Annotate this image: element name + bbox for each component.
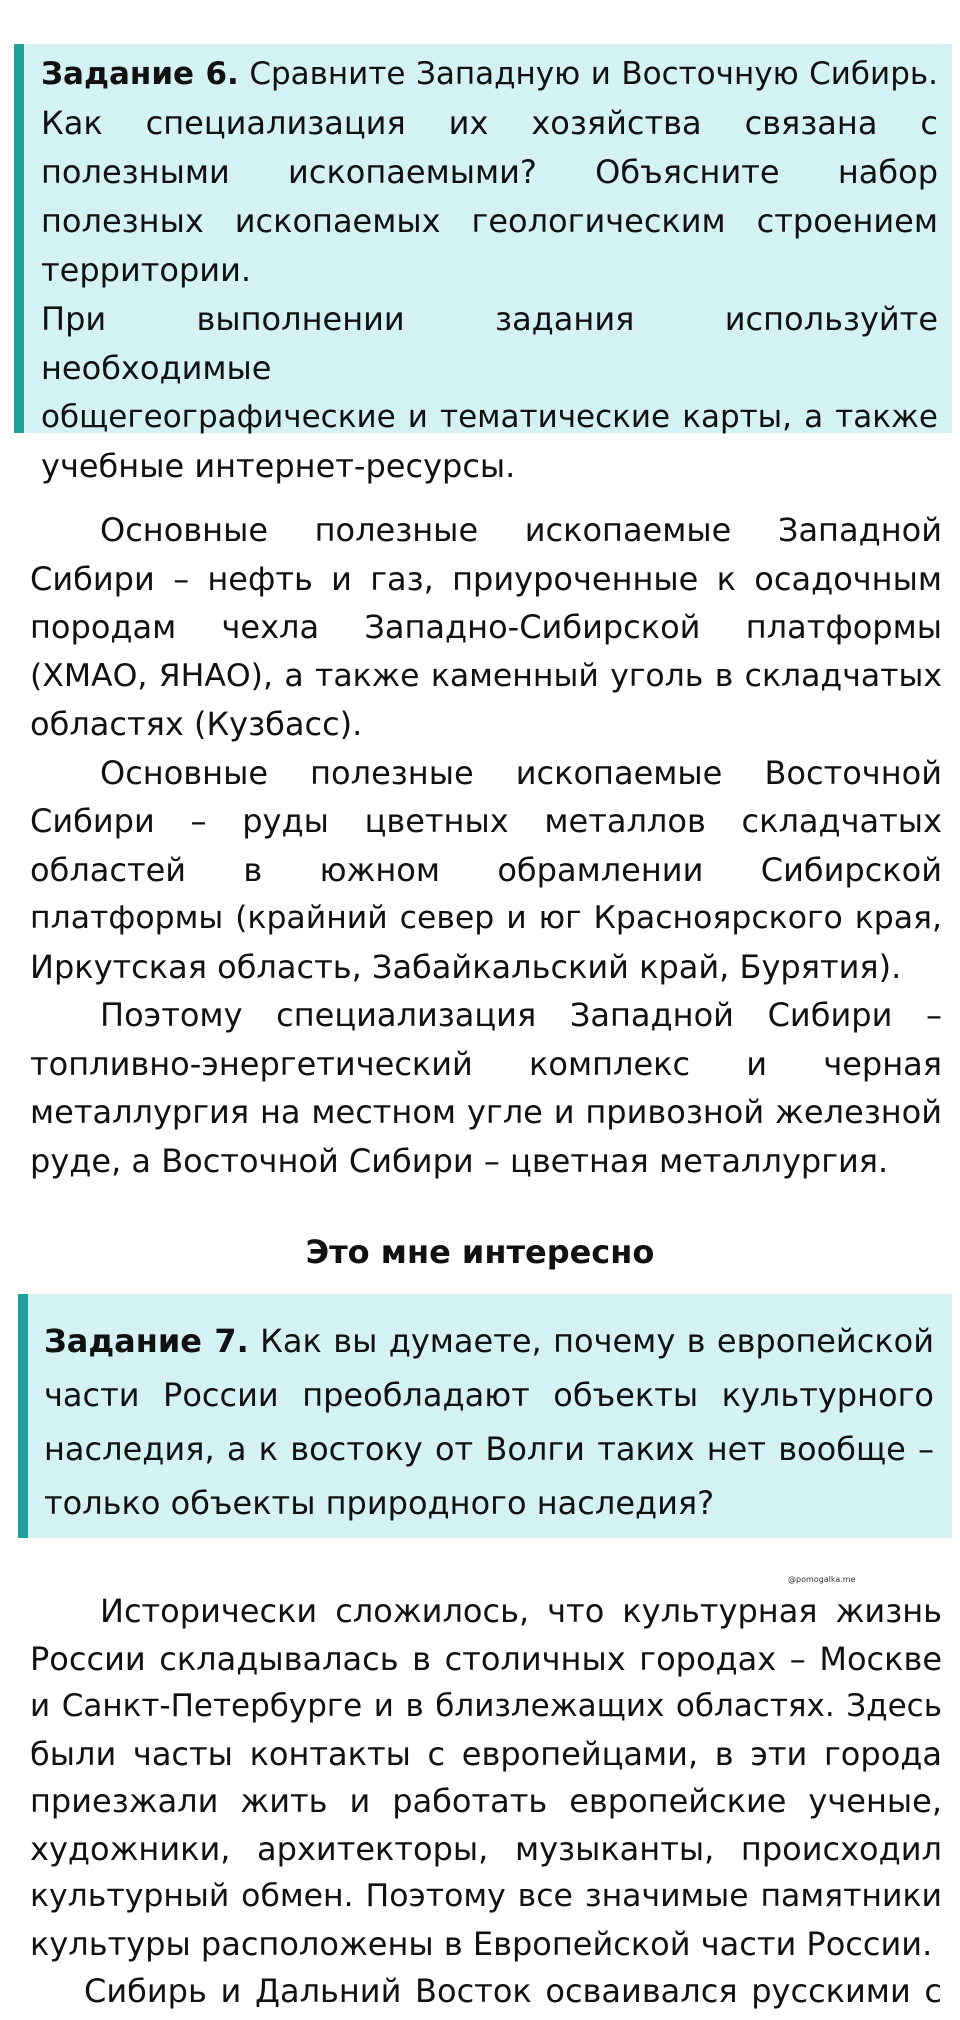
answer-7-text [30, 1588, 942, 2016]
task-6-line-1 [41, 50, 938, 99]
task-6-line: Как специализация их хозяйства связана с [41, 104, 938, 142]
task-7-label: Задание 7. [44, 1322, 249, 1360]
answer-line: Основные полезные ископаемые Западной [100, 511, 942, 549]
answer-line: металлургия на местном угле и привозной железной [30, 1093, 942, 1131]
answer-line: Исторически сложилось, что культурная жизнь [100, 1592, 942, 1630]
answer-line: платформы (крайний север и юг Красноярского края, [30, 900, 942, 936]
task-6-line-1-text: Сравните Западную и Восточную Сибирь. [249, 56, 939, 92]
task-7-box [18, 1294, 952, 1538]
answer-line: культуры расположены в Европейской части России. [30, 1924, 933, 1963]
answer-line: областях (Кузбасс). [30, 705, 363, 743]
task-6-line: полезными ископаемыми? Объясните набор [41, 153, 938, 191]
answer-line: Сибирь и Дальний Восток осваивался русскими с [84, 1972, 942, 2010]
task-6-label: Задание 6. [41, 56, 239, 92]
answer-line: Сибири – руды цветных металлов складчатых [30, 802, 942, 840]
answer-line: (ХМАО, ЯНАО), а также каменный уголь в складчатых [30, 657, 942, 694]
task-6-line: учебные интернет-ресурсы. [41, 447, 516, 485]
answer-line: Основные полезные ископаемые Восточной [100, 753, 942, 792]
task-6-line: общегеографические и тематические карты, а также [41, 399, 938, 435]
answer-line: руде, а Восточной Сибири – цветная металлургия. [30, 1141, 889, 1180]
task-6-line: При выполнении задания используйте необходимые [41, 300, 938, 387]
task-6-line: полезных ископаемых геологическим строением [41, 202, 938, 240]
answer-line: были часты контакты с европейцами, в эти города [30, 1734, 942, 1773]
task-7-line-1 [44, 1314, 934, 1368]
answer-6-text [30, 506, 942, 1185]
answer-line: приезжали жить и работать европейские ученые, [30, 1782, 942, 1820]
task-7-line: наследия, а к востоку от Волги таких нет вообще – [44, 1430, 934, 1468]
answer-line: областей в южном обрамлении Сибирской [30, 850, 942, 889]
section-heading: Это мне интересно [305, 1233, 655, 1271]
watermark: @pomogalka.me [788, 1575, 856, 1584]
task-7-line: части России преобладают объекты культурного [44, 1376, 934, 1414]
task-6-box [14, 44, 952, 485]
answer-line: Сибири – нефть и газ, приуроченные к осадочным [30, 559, 942, 598]
task-6-line: территории. [41, 251, 252, 289]
answer-line: России складывалась в столичных городах – Москве [30, 1639, 942, 1678]
answer-line: Иркутская область, Забайкальский край, Бурятия). [30, 947, 902, 986]
answer-line: культурный обмен. Поэтому все значимые памятники [30, 1878, 942, 1914]
task-7-line: только объекты природного наследия? [44, 1484, 715, 1522]
task-7-line-1-text: Как вы думаете, почему в европейской [260, 1322, 935, 1360]
answer-line: художники, архитекторы, музыканты, происходил [30, 1829, 942, 1868]
answer-line: породам чехла Западно-Сибирской платформы [30, 608, 942, 646]
answer-line: топливно-энергетический комплекс и черная [30, 1044, 942, 1083]
answer-line: Поэтому специализация Западной Сибири – [100, 996, 942, 1034]
answer-line: и Санкт-Петербурге и в близлежащих областях. Здесь [30, 1688, 942, 1724]
